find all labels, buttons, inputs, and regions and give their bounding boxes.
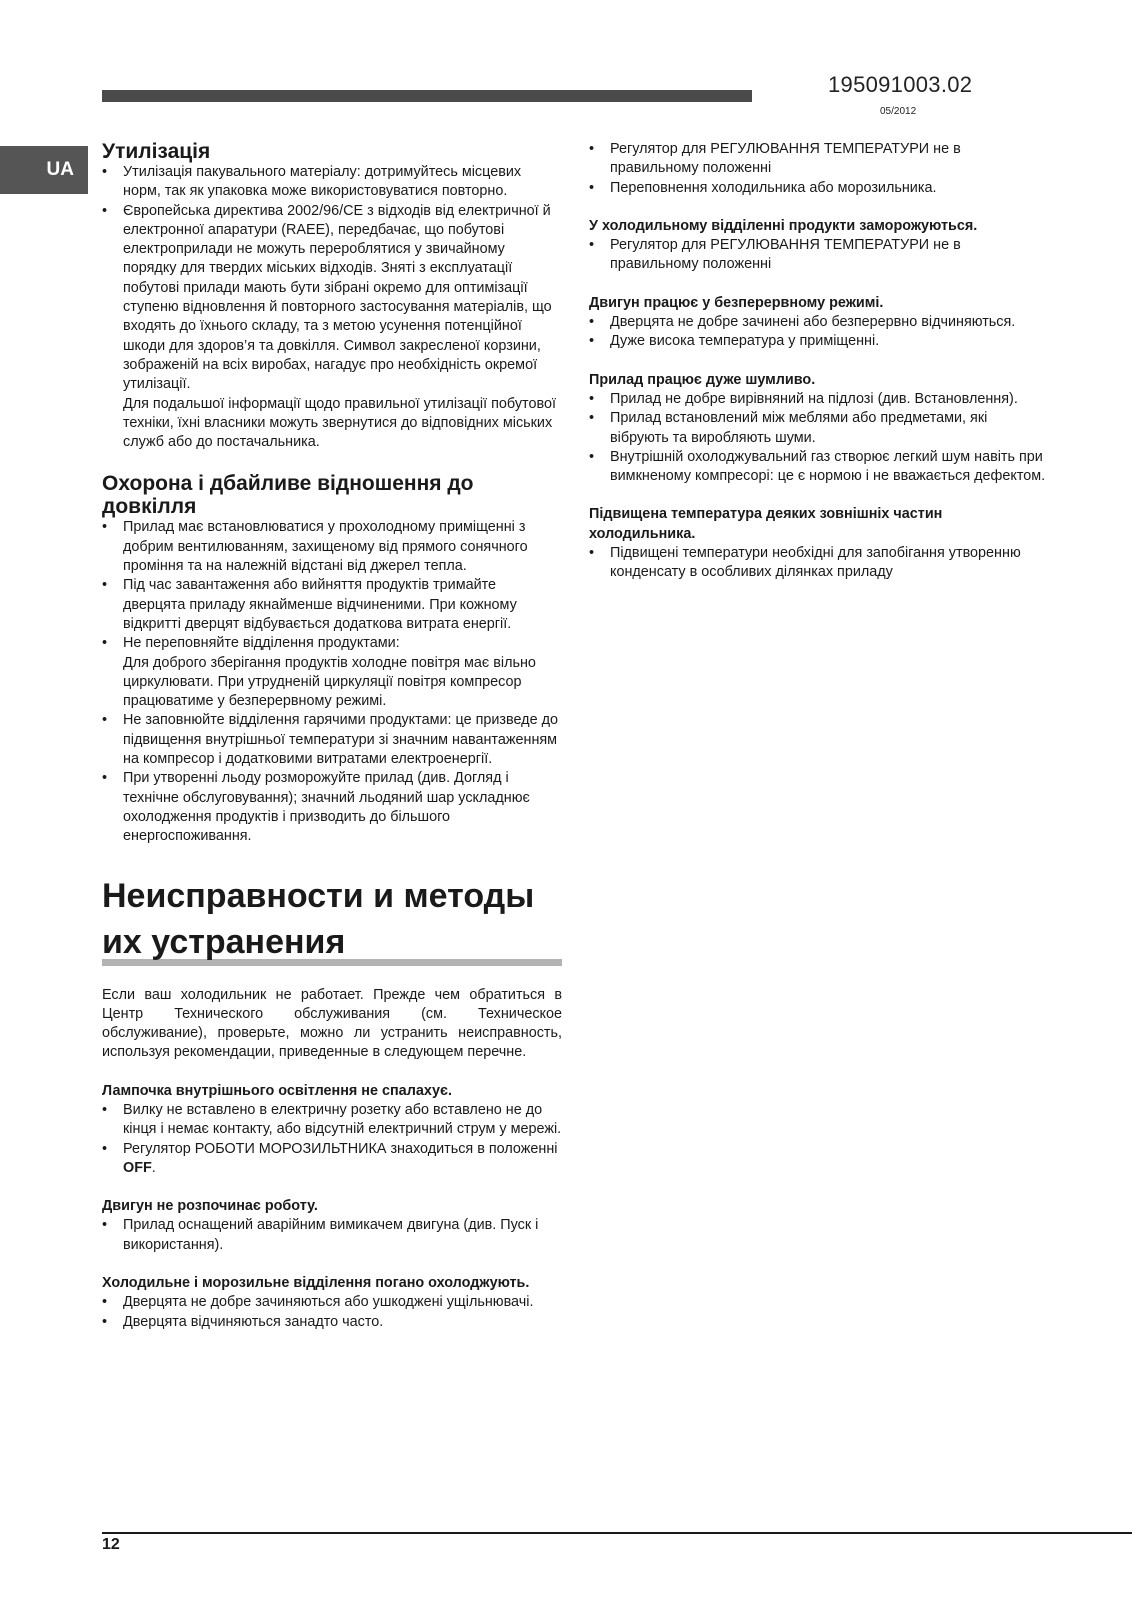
disposal-list [102,163,562,395]
cooling-issue-list-continued [589,140,1049,198]
environment-list [102,518,562,846]
troubleshooting-title-line1: Неисправности и методы [102,876,535,915]
freezing-issue-list [589,236,1049,275]
hot-parts-issue-list [589,544,1049,583]
page-number: 12 [102,1536,120,1553]
header-bar [102,90,752,102]
list-item: • Регулятор для РЕГУЛЮВАННЯ ТЕМПЕРАТУРИ не в правильному положенні [589,236,1049,275]
troubleshooting-title [102,873,562,965]
list-item: • Переповнення холодильника або морозильника. [589,179,1049,198]
disposal-title: Утилізація [102,140,211,163]
troubleshooting-title-line2: их устранения [102,922,346,961]
list-item: • Дверцята відчиняються занадто часто. [102,1313,562,1332]
hot-parts-issue-title: Підвищена температура деяких зовнішніх частин холодильника. [589,506,943,542]
document-code: 195091003.02 [828,72,973,97]
left-column [102,140,562,1332]
list-item [102,634,562,711]
lamp-item-suffix: . [151,1159,156,1176]
list-item: • Прилад не добре вирівняний на підлозі (див. Встановлення). [589,390,1049,409]
motor-issue-title: Двигун не розпочинає роботу. [102,1198,318,1215]
noise-issue-list [589,390,1049,486]
continuous-issue-list [589,313,1049,352]
list-item: • Дверцята не добре зачинені або безперервно відчиняються. [589,313,1049,332]
list-item [102,1140,562,1179]
list-item: • Дуже висока температура у приміщенні. [589,332,1049,351]
list-item: • Внутрішній охолоджувальний газ створює легкий шум навіть при вимкненому компресорі: це є нормою і не вважається дефектом. [589,448,1049,487]
noise-issue-title: Прилад працює дуже шумливо. [589,371,816,388]
troubleshooting-intro: Если ваш холодильник не работает. Прежде чем обратиться в Центр Технического обслуживания (см. Техническое обслуживание), проверьте, можно ли устранить неисправность, используя рекомендации, приведенные в следующем перечне. [102,986,562,1061]
right-column [589,140,1049,583]
list-item: • Не заповнюйте відділення гарячими продуктами: це призведе до підвищення внутрішньої температури зі значним навантаженням на компресор і додатковими витратами електроенергії. [102,711,562,769]
cooling-issue-list [102,1293,562,1332]
cooling-issue-title: Холодильне і морозильне відділення погано охолоджують. [102,1275,530,1292]
language-tab: UA [0,146,88,194]
list-item: • Регулятор для РЕГУЛЮВАННЯ ТЕМПЕРАТУРИ не в правильному положенні [589,140,1049,179]
overfill-label: Не переповняйте відділення продуктами: [123,635,400,652]
overfill-note: Для доброго зберігання продуктів холодне повітря має вільно циркулювати. При утрудненій циркуляції повітря компресор працюватиме у безперервному режимі. [123,654,536,710]
list-item: • Прилад встановлений між меблями або предметами, які вібрують та виробляють шуми. [589,409,1049,448]
lamp-issue-title: Лампочка внутрішнього освітлення не спалахує. [102,1082,452,1099]
list-item: • Прилад має встановлюватися у прохолодному приміщенні з добрим вентилюванням, захищеному від прямого сонячного проміння та на належній відстані від джерел тепла. [102,518,562,576]
list-item: • Під час завантаження або вийняття продуктів тримайте дверцята приладу якнайменше відчиненими. При кожному відкритті дверцят відбувається додаткова витрата енергії. [102,576,562,634]
list-item: • При утворенні льоду розморожуйте прилад (див. Догляд і технічне обслуговування); значний льодяний шар ускладнює охолодження продуктів і призводить до більшого енергоспоживання. [102,769,562,846]
document-date: 05/2012 [880,106,917,117]
lamp-item-text: Регулятор РОБОТИ МОРОЗИЛЬТНИКА знаходиться в положенні [123,1140,558,1157]
list-item: • Європейська директива 2002/96/CE з відходів від електричної й електронної апаратури (RAEE), передбачає, що побутові електроприлади не можуть перероблятися у звичайному порядку для твердих міських відходів. Зняті з експлуатації побутові прилади мають бути зібрані окремо для оптимізації ступеню відновлення й повторного застосування матеріалів, що входять до їхнього складу, та з метою усунення потенційної шкоди для здоров’я та довкілля. Символ закресленої корзини, зображеній на всіх виробах, нагадує про необхідність окремої утилізації. [102,202,562,395]
list-item: • Вилку не вставлено в електричну розетку або вставлено не до кінця і немає контакту, або відсутній електричний струм у мережі. [102,1101,562,1140]
list-item: • Дверцята не добре зачиняються або ушкоджені ущільнювачі. [102,1293,562,1312]
disposal-note: Для подальшої інформації щодо правильної утилізації побутової техніки, їхні власники можуть звернутися до відповідних міських служб або до постачальника. [123,395,556,451]
list-item: • Утилізація пакувального матеріалу: дотримуйтесь місцевих норм, так як упаковка може використовуватися повторно. [102,163,562,202]
footer-rule [102,1532,1132,1534]
list-item: • Прилад оснащений аварійним вимикачем двигуна (див. Пуск і використання). [102,1216,562,1255]
motor-issue-list [102,1216,562,1255]
freezing-issue-title: У холодильному відділенні продукти заморожуються. [589,217,978,234]
list-item: • Підвищені температури необхідні для запобігання утворенню конденсату в особливих ділянках приладу [589,544,1049,583]
continuous-issue-title: Двигун працює у безперервному режимі. [589,294,884,311]
off-label: OFF [123,1159,152,1176]
environment-title: Охорона і дбайливе відношення до довкілля [102,472,474,519]
lamp-issue-list [102,1101,562,1178]
